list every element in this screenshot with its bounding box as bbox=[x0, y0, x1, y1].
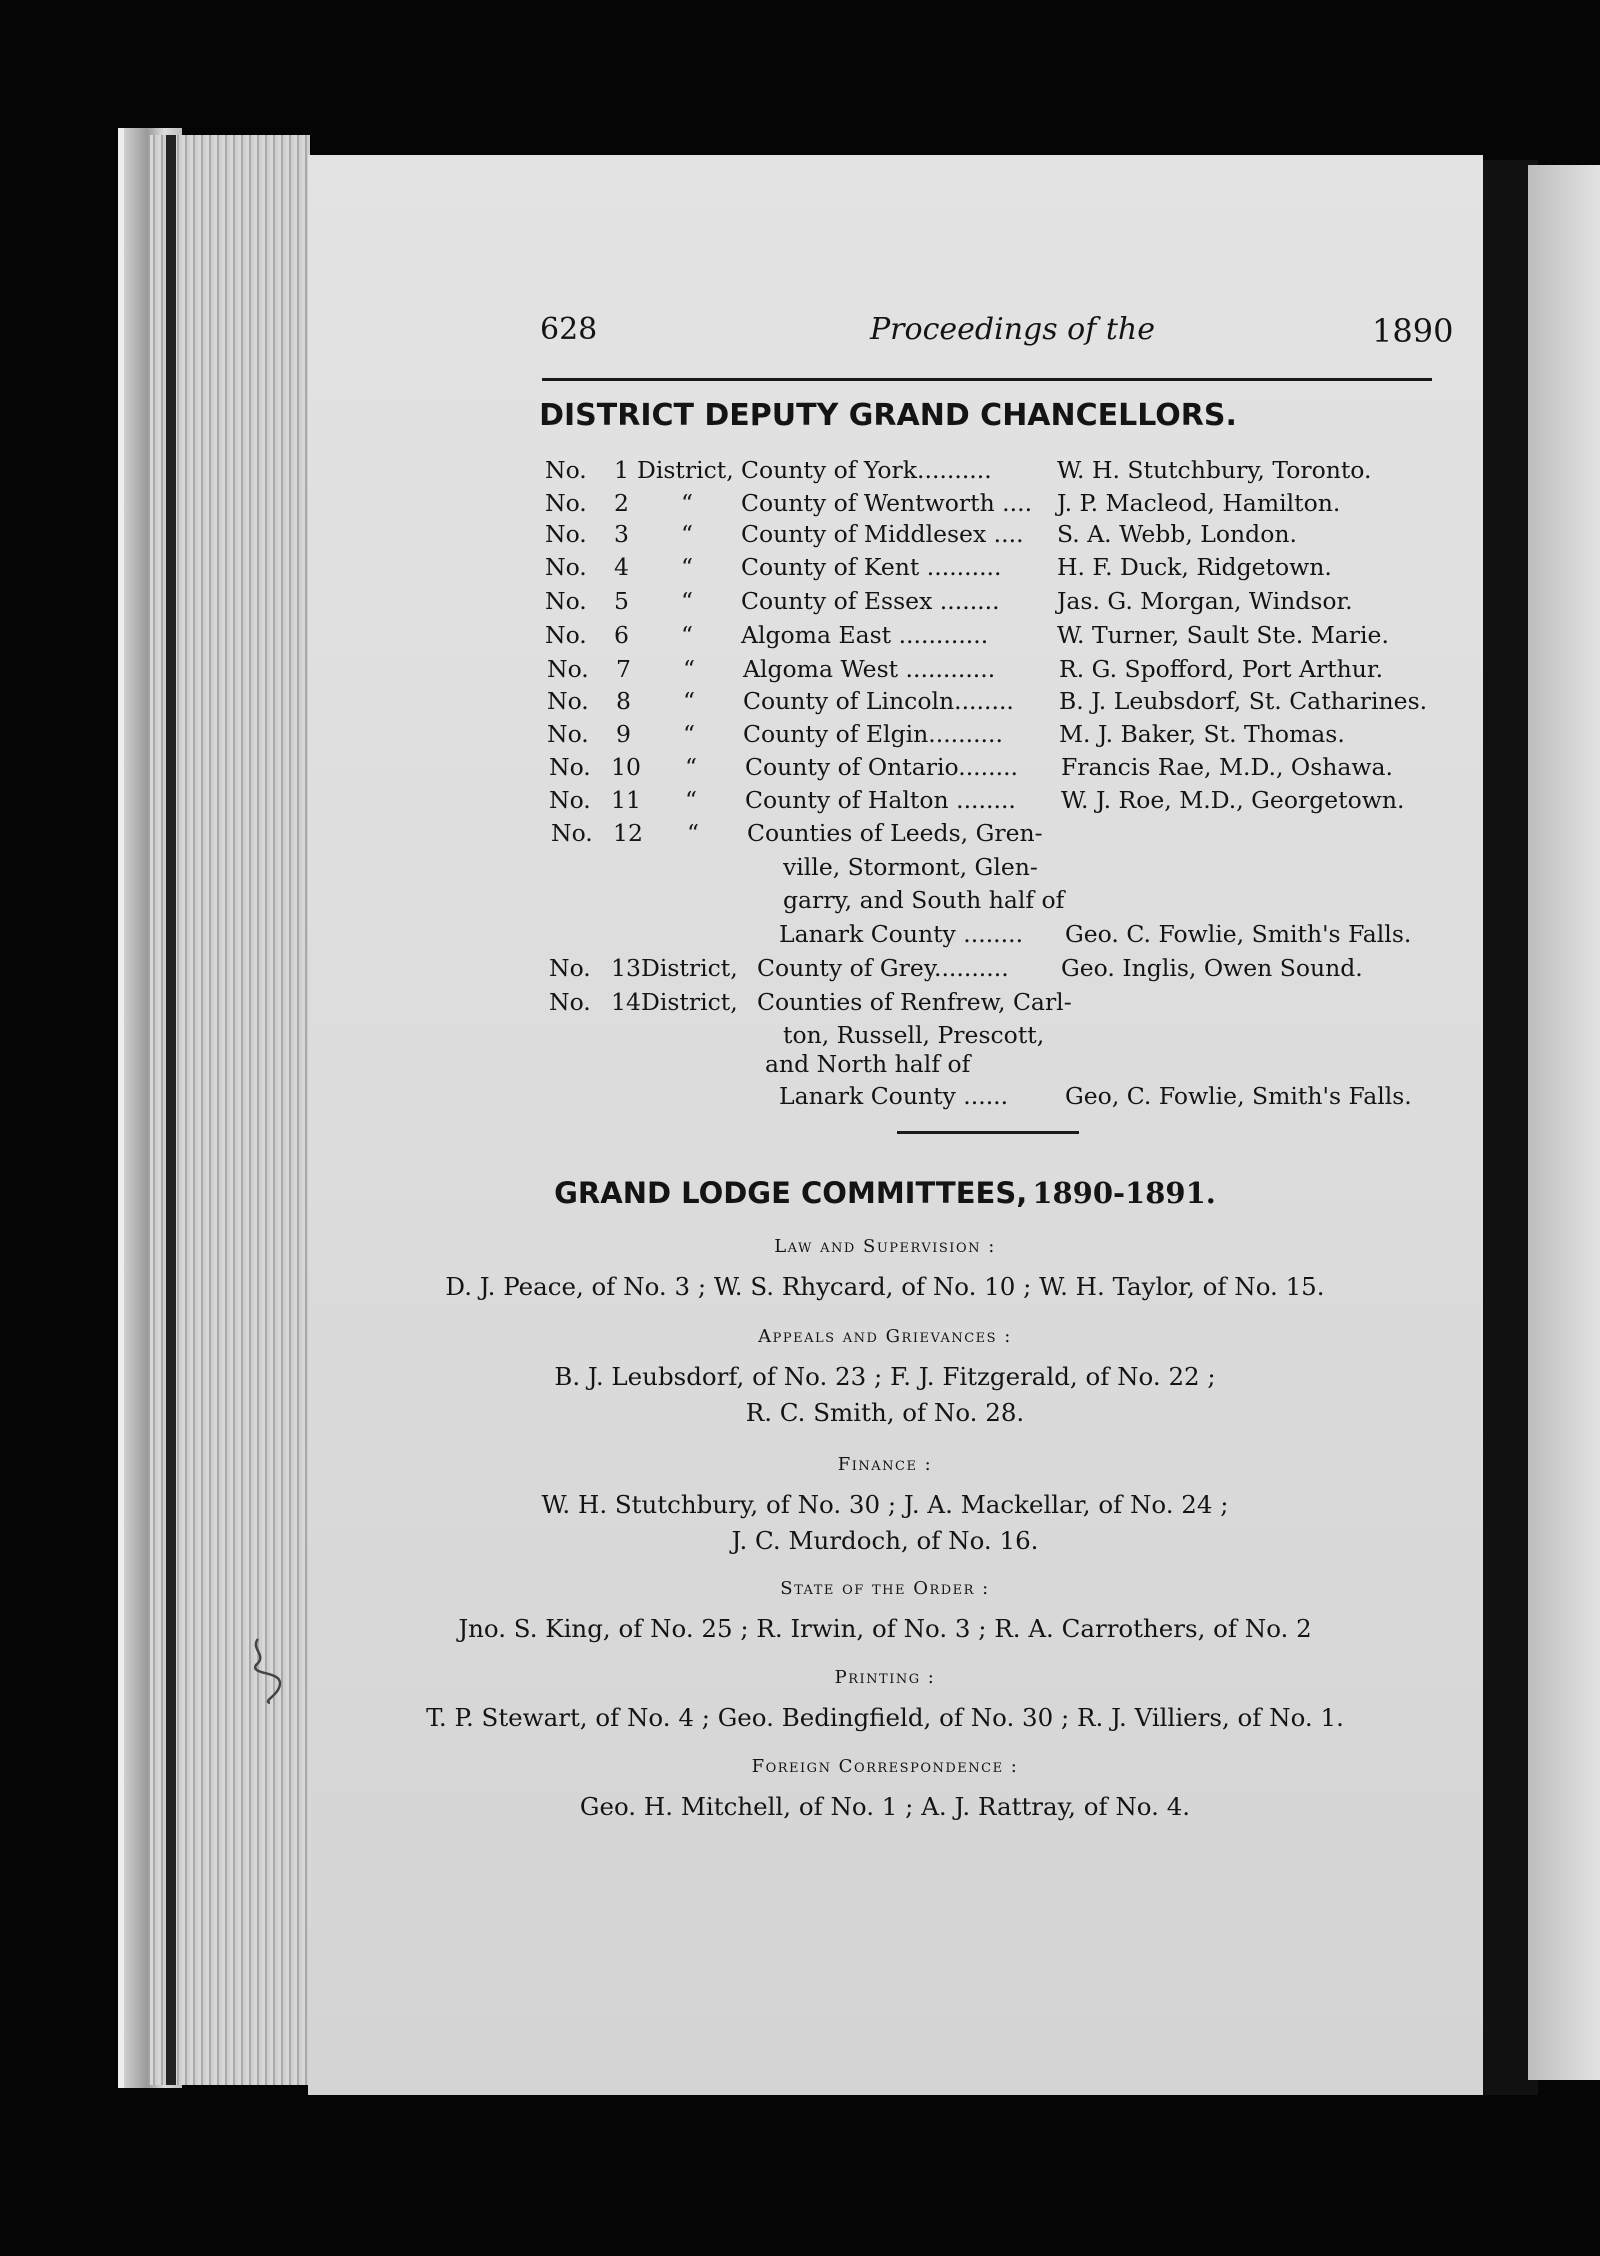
ddgc-county: Algoma East ............ bbox=[741, 621, 989, 649]
committee-title: Foreign Correspondence : bbox=[751, 1756, 1019, 1777]
ddgc-num: 13 bbox=[611, 954, 641, 982]
ddgc-deputy-name: J. P. Macleod, Hamilton. bbox=[1057, 489, 1341, 517]
ddgc-deputy-name: B. J. Leubsdorf, St. Catharines. bbox=[1059, 687, 1428, 715]
section-heading-ddgc: DISTRICT DEPUTY GRAND CHANCELLORS. bbox=[539, 398, 1237, 433]
page-year: 1890 bbox=[1372, 312, 1454, 350]
committees-heading-years: 1890-1891. bbox=[1032, 1176, 1216, 1210]
ddgc-num: 3 bbox=[614, 520, 629, 548]
ddgc-no: No. bbox=[545, 520, 587, 548]
ddgc-no: No. bbox=[547, 687, 589, 715]
ddgc-district: “ bbox=[683, 687, 696, 715]
ddgc-district: “ bbox=[683, 720, 696, 748]
ddgc-district: District, bbox=[637, 456, 734, 484]
ddgc-county: County of Lincoln........ bbox=[743, 687, 1014, 715]
committee-title: Appeals and Grievances : bbox=[758, 1326, 1012, 1347]
ddgc-district: District, bbox=[641, 954, 738, 982]
committee-members: R. C. Smith, of No. 28. bbox=[745, 1398, 1025, 1427]
ddgc-county: Counties of Leeds, Gren- bbox=[747, 819, 1043, 847]
ddgc-deputy-name: Jas. G. Morgan, Windsor. bbox=[1057, 587, 1353, 615]
ddgc-num: 5 bbox=[614, 587, 629, 615]
ddgc-no: No. bbox=[549, 988, 591, 1016]
ddgc-county: ville, Stormont, Glen- bbox=[783, 853, 1038, 881]
ddgc-county: County of Elgin.......... bbox=[743, 720, 1003, 748]
ddgc-district: “ bbox=[681, 621, 694, 649]
ddgc-district: “ bbox=[687, 819, 700, 847]
ddgc-district: “ bbox=[681, 489, 694, 517]
ddgc-county: County of York.......... bbox=[741, 456, 992, 484]
ddgc-county: Counties of Renfrew, Carl- bbox=[757, 988, 1072, 1016]
ddgc-county: County of Ontario........ bbox=[745, 753, 1019, 781]
ddgc-no: No. bbox=[545, 456, 587, 484]
ddgc-county: County of Grey.......... bbox=[757, 954, 1009, 982]
committee-title: State of the Order : bbox=[780, 1578, 990, 1599]
ddgc-deputy-name: Geo, C. Fowlie, Smith's Falls. bbox=[1065, 1082, 1412, 1110]
ddgc-num: 11 bbox=[611, 786, 641, 814]
ddgc-county: County of Essex ........ bbox=[741, 587, 1000, 615]
ddgc-no: No. bbox=[545, 553, 587, 581]
ddgc-district: “ bbox=[683, 655, 696, 683]
ddgc-deputy-name: Francis Rae, M.D., Oshawa. bbox=[1061, 753, 1393, 781]
ddgc-district: “ bbox=[681, 587, 694, 615]
ddgc-county: ton, Russell, Prescott, bbox=[783, 1021, 1045, 1049]
committee-title: Finance : bbox=[837, 1454, 933, 1475]
section-divider bbox=[897, 1131, 1079, 1134]
committee-members: J. C. Murdoch, of No. 16. bbox=[731, 1526, 1039, 1555]
committee-members: W. H. Stutchbury, of No. 30 ; J. A. Mackellar, of No. 24 ; bbox=[541, 1490, 1229, 1519]
ddgc-no: No. bbox=[545, 587, 587, 615]
ddgc-deputy-name: Geo. Inglis, Owen Sound. bbox=[1061, 954, 1363, 982]
ddgc-num: 12 bbox=[613, 819, 643, 847]
ddgc-no: No. bbox=[551, 819, 593, 847]
ddgc-no: No. bbox=[545, 489, 587, 517]
ddgc-num: 14 bbox=[611, 988, 641, 1016]
ddgc-num: 2 bbox=[614, 489, 629, 517]
ddgc-county: County of Middlesex .... bbox=[741, 520, 1024, 548]
ddgc-county: Algoma West ............ bbox=[743, 655, 996, 683]
ddgc-deputy-name: W. H. Stutchbury, Toronto. bbox=[1057, 456, 1372, 484]
ddgc-county: and North half of bbox=[765, 1050, 971, 1078]
committee-members: Jno. S. King, of No. 25 ; R. Irwin, of No. 3 ; R. A. Carrothers, of No. 2 bbox=[458, 1614, 1312, 1643]
committee-title: Printing : bbox=[834, 1667, 936, 1688]
ddgc-num: 9 bbox=[616, 720, 631, 748]
page-number: 628 bbox=[540, 312, 598, 347]
ddgc-no: No. bbox=[547, 720, 589, 748]
running-title: Proceedings of the bbox=[870, 312, 1155, 347]
ddgc-no: No. bbox=[549, 786, 591, 814]
ddgc-district: “ bbox=[681, 520, 694, 548]
ddgc-county: garry, and South half of bbox=[783, 886, 1065, 914]
ddgc-no: No. bbox=[547, 655, 589, 683]
section-heading-committees bbox=[0, 1176, 1600, 1210]
ddgc-deputy-name: W. J. Roe, M.D., Georgetown. bbox=[1061, 786, 1405, 814]
ddgc-num: 10 bbox=[611, 753, 641, 781]
committees-heading-text: GRAND LODGE COMMITTEES, bbox=[554, 1176, 1028, 1210]
ddgc-county: County of Halton ........ bbox=[745, 786, 1016, 814]
ddgc-no: No. bbox=[545, 621, 587, 649]
committee-members: D. J. Peace, of No. 3 ; W. S. Rhycard, of No. 10 ; W. H. Taylor, of No. 15. bbox=[445, 1272, 1325, 1301]
committee-title: Law and Supervision : bbox=[774, 1236, 996, 1257]
ddgc-deputy-name: M. J. Baker, St. Thomas. bbox=[1059, 720, 1345, 748]
ddgc-num: 7 bbox=[616, 655, 631, 683]
ddgc-no: No. bbox=[549, 753, 591, 781]
committee-members: Geo. H. Mitchell, of No. 1 ; A. J. Rattray, of No. 4. bbox=[579, 1792, 1191, 1821]
ddgc-deputy-name: Geo. C. Fowlie, Smith's Falls. bbox=[1065, 920, 1412, 948]
ddgc-num: 8 bbox=[616, 687, 631, 715]
ddgc-district: “ bbox=[685, 786, 698, 814]
ddgc-no: No. bbox=[549, 954, 591, 982]
ddgc-deputy-name: S. A. Webb, London. bbox=[1057, 520, 1297, 548]
ddgc-deputy-name: H. F. Duck, Ridgetown. bbox=[1057, 553, 1332, 581]
ddgc-district: “ bbox=[681, 553, 694, 581]
ddgc-num: 4 bbox=[614, 553, 629, 581]
header-rule bbox=[542, 378, 1432, 381]
ddgc-num: 6 bbox=[614, 621, 629, 649]
ddgc-county: Lanark County ...... bbox=[779, 1082, 1009, 1110]
committee-members: B. J. Leubsdorf, of No. 23 ; F. J. Fitzgerald, of No. 22 ; bbox=[554, 1362, 1216, 1391]
ddgc-district: “ bbox=[685, 753, 698, 781]
committee-members: T. P. Stewart, of No. 4 ; Geo. Bedingfield, of No. 30 ; R. J. Villiers, of No. 1. bbox=[426, 1703, 1344, 1732]
ddgc-county: County of Kent .......... bbox=[741, 553, 1002, 581]
ddgc-county: Lanark County ........ bbox=[779, 920, 1024, 948]
ddgc-num: 1 bbox=[614, 456, 629, 484]
ddgc-district: District, bbox=[641, 988, 738, 1016]
ddgc-deputy-name: R. G. Spofford, Port Arthur. bbox=[1059, 655, 1384, 683]
ddgc-deputy-name: W. Turner, Sault Ste. Marie. bbox=[1057, 621, 1389, 649]
ddgc-county: County of Wentworth .... bbox=[741, 489, 1033, 517]
